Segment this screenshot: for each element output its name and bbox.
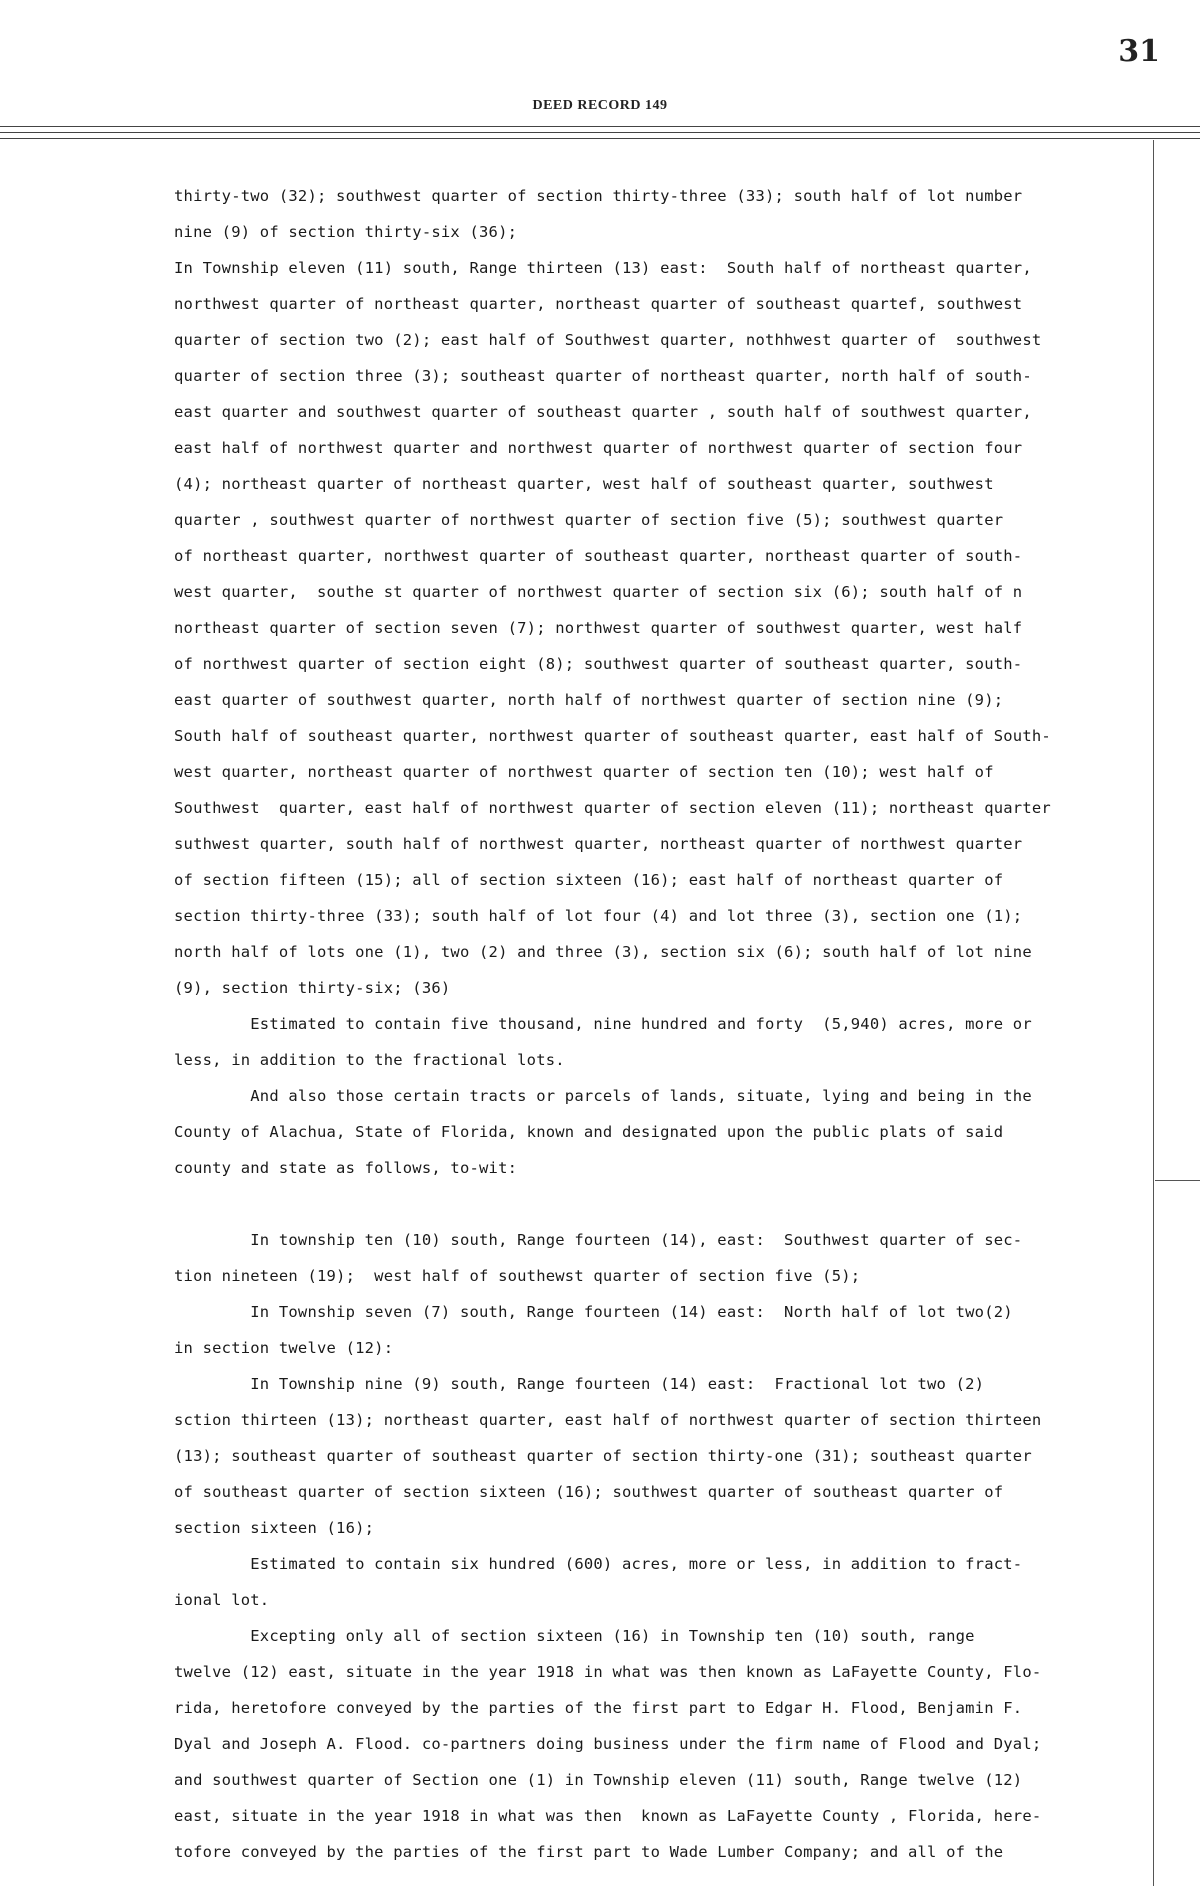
text-line: In Township seven (7) south, Range fourteen (14) east: North half of lot two(2) [174, 1303, 1013, 1321]
text-line: of section fifteen (15); all of section sixteen (16); east half of northeast quarter of [174, 871, 1004, 889]
page-number: 31 [1118, 34, 1160, 69]
text-line: suthwest quarter, south half of northwest quarter, northeast quarter of northwest quarter [174, 835, 1023, 853]
text-line: sction thirteen (13); northeast quarter, east half of northwest quarter of section thirteen [174, 1411, 1042, 1429]
text-line: In township ten (10) south, Range fourteen (14), east: Southwest quarter of sec- [174, 1231, 1023, 1249]
text-line: west quarter, southe st quarter of northwest quarter of section six (6); south half of n [174, 583, 1023, 601]
text-line: north half of lots one (1), two (2) and three (3), section six (6); south half of lot nine [174, 943, 1032, 961]
text-line: of northwest quarter of section eight (8); southwest quarter of southeast quarter, south- [174, 655, 1023, 673]
text-line: twelve (12) east, situate in the year 1918 in what was then known as LaFayette County, Flo- [174, 1663, 1042, 1681]
margin-tick [1155, 1180, 1200, 1181]
text-line: less, in addition to the fractional lots. [174, 1051, 565, 1069]
text-line: Estimated to contain five thousand, nine hundred and forty (5,940) acres, more or [174, 1015, 1032, 1033]
text-line: quarter , southwest quarter of northwest quarter of section five (5); southwest quarter [174, 511, 1004, 529]
text-line: east half of northwest quarter and northwest quarter of northwest quarter of section four [174, 439, 1023, 457]
text-line: tion nineteen (19); west half of southewst quarter of section five (5); [174, 1267, 861, 1285]
text-line: Estimated to contain six hundred (600) acres, more or less, in addition to fract- [174, 1555, 1023, 1573]
text-line: of southeast quarter of section sixteen (16); southwest quarter of southeast quarter of [174, 1483, 1004, 1501]
text-line: county and state as follows, to-wit: [174, 1159, 518, 1177]
header-rule [0, 132, 1200, 133]
text-line: South half of southeast quarter, northwest quarter of southeast quarter, east half of South- [174, 727, 1051, 745]
header-rule [0, 138, 1200, 139]
text-line: quarter of section three (3); southeast quarter of northeast quarter, north half of south- [174, 367, 1032, 385]
text-line: Southwest quarter, east half of northwest quarter of section eleven (11); northeast quarter [174, 799, 1051, 817]
text-line: quarter of section two (2); east half of Southwest quarter, nothhwest quarter of southwest [174, 331, 1042, 349]
text-line: section sixteen (16); [174, 1519, 375, 1537]
text-line: northwest quarter of northeast quarter, northeast quarter of southeast quartef, southwest [174, 295, 1023, 313]
text-line: section thirty-three (33); south half of lot four (4) and lot three (3), section one (1); [174, 907, 1023, 925]
text-line: (4); northeast quarter of northeast quarter, west half of southeast quarter, southwest [174, 475, 994, 493]
margin-line [1153, 140, 1154, 1886]
text-line: in section twelve (12): [174, 1339, 394, 1357]
text-line: Excepting only all of section sixteen (16) in Township ten (10) south, range [174, 1627, 975, 1645]
text-line: east, situate in the year 1918 in what was then known as LaFayette County , Florida, here- [174, 1807, 1042, 1825]
deed-text [174, 178, 1146, 1870]
text-line: In Township eleven (11) south, Range thirteen (13) east: South half of northeast quarter, [174, 259, 1032, 277]
text-line: ional lot. [174, 1591, 270, 1609]
text-line: northeast quarter of section seven (7); northwest quarter of southwest quarter, west half [174, 619, 1023, 637]
paragraph-gap [174, 1186, 1146, 1222]
record-title: DEED RECORD 149 [532, 98, 668, 113]
text-line: In Township nine (9) south, Range fourteen (14) east: Fractional lot two (2) [174, 1375, 985, 1393]
text-line: tofore conveyed by the parties of the first part to Wade Lumber Company; and all of the [174, 1843, 1004, 1861]
text-line: (9), section thirty-six; (36) [174, 979, 451, 997]
text-line: rida, heretofore conveyed by the parties of the first part to Edgar H. Flood, Benjamin F. [174, 1699, 1023, 1717]
text-line: County of Alachua, State of Florida, known and designated upon the public plats of said [174, 1123, 1004, 1141]
text-line: And also those certain tracts or parcels of lands, situate, lying and being in the [174, 1087, 1032, 1105]
text-line: east quarter and southwest quarter of southeast quarter , south half of southwest quarter, [174, 403, 1032, 421]
text-line: and southwest quarter of Section one (1) in Township eleven (11) south, Range twelve (12) [174, 1771, 1023, 1789]
text-line: west quarter, northeast quarter of northwest quarter of section ten (10); west half of [174, 763, 994, 781]
text-line: east quarter of southwest quarter, north half of northwest quarter of section nine (9); [174, 691, 1004, 709]
text-line: Dyal and Joseph A. Flood. co-partners doing business under the firm name of Flood and Dyal; [174, 1735, 1042, 1753]
text-line: thirty-two (32); southwest quarter of section thirty-three (33); south half of lot number [174, 187, 1023, 205]
text-line: of northeast quarter, northwest quarter of southeast quarter, northeast quarter of south- [174, 547, 1023, 565]
text-line: (13); southeast quarter of southeast quarter of section thirty-one (31); southeast quarter [174, 1447, 1032, 1465]
header-rule [0, 126, 1200, 127]
text-line: nine (9) of section thirty-six (36); [174, 223, 518, 241]
